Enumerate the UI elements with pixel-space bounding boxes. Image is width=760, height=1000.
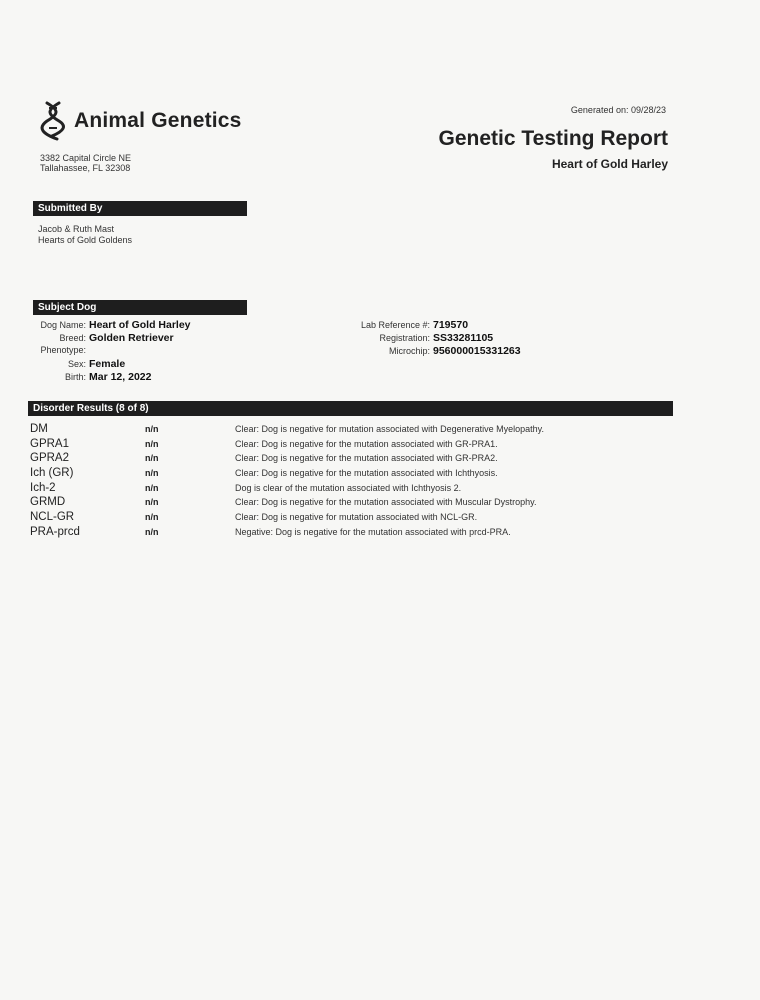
genotype: n/n bbox=[145, 424, 159, 434]
genotype: n/n bbox=[145, 512, 159, 523]
report-dog-name: Heart of Gold Harley bbox=[551, 157, 668, 171]
submitter-kennel: Hearts of Gold Goldens bbox=[38, 235, 133, 245]
subject-dog-fields bbox=[36, 319, 191, 384]
table-row bbox=[30, 482, 544, 497]
result-description: Clear: Dog is negative for mutation associated with NCL-GR. bbox=[235, 512, 478, 523]
field-label: Microchip: bbox=[388, 346, 430, 356]
genotype: n/n bbox=[145, 482, 159, 493]
genotype: n/n bbox=[145, 497, 159, 508]
microchip-row bbox=[330, 345, 521, 358]
field-label: Registration: bbox=[379, 333, 430, 343]
genotype: n/n bbox=[145, 453, 159, 464]
result-description: Clear: Dog is negative for the mutation associated with Ichthyosis. bbox=[235, 468, 498, 479]
table-row bbox=[30, 438, 544, 453]
birth-row bbox=[36, 371, 191, 384]
generated-date: Generated on: 09/28/23 bbox=[570, 105, 666, 115]
field-value: Mar 12, 2022 bbox=[89, 371, 152, 383]
table-row bbox=[30, 423, 544, 438]
field-label: Breed: bbox=[59, 333, 86, 343]
table-row bbox=[30, 452, 544, 467]
subject-dog-heading: Subject Dog bbox=[33, 300, 247, 315]
result-description: Clear: Dog is negative for mutation associated with Degenerative Myelopathy. bbox=[235, 424, 544, 434]
submitted-by-info bbox=[38, 224, 132, 246]
field-label: Lab Reference #: bbox=[360, 320, 430, 330]
disorder-name: Ich-2 bbox=[30, 481, 56, 494]
field-value: 719570 bbox=[433, 319, 469, 331]
dna-helix-icon bbox=[40, 100, 66, 142]
disorder-results-table bbox=[30, 423, 544, 541]
field-label: Sex: bbox=[67, 359, 86, 369]
disorder-name: GRMD bbox=[30, 496, 66, 509]
address-line-1: 3382 Capital Circle NE bbox=[40, 153, 132, 163]
table-row bbox=[30, 467, 544, 482]
phenotype-row bbox=[36, 345, 191, 358]
report-title: Genetic Testing Report bbox=[438, 127, 668, 150]
disorder-results-heading: Disorder Results (8 of 8) bbox=[28, 401, 673, 416]
field-value: Female bbox=[89, 358, 126, 370]
lab-fields bbox=[330, 319, 521, 358]
disorder-name: GPRA2 bbox=[30, 452, 69, 465]
result-description: Negative: Dog is negative for the mutation associated with prcd-PRA. bbox=[235, 526, 511, 537]
address-line-2: Tallahassee, FL 32308 bbox=[40, 163, 131, 173]
field-value: 956000015331263 bbox=[433, 345, 521, 357]
dog-name-row bbox=[36, 319, 191, 332]
table-row bbox=[30, 511, 544, 526]
registration-row bbox=[330, 332, 521, 345]
field-label: Phenotype: bbox=[40, 345, 86, 355]
submitter-name: Jacob & Ruth Mast bbox=[38, 224, 115, 234]
table-row bbox=[30, 496, 544, 511]
lab-reference-row bbox=[330, 319, 521, 332]
submitted-by-heading: Submitted By bbox=[33, 201, 247, 216]
field-value: Heart of Gold Harley bbox=[89, 319, 191, 331]
result-description: Clear: Dog is negative for the mutation associated with GR-PRA1. bbox=[235, 438, 498, 449]
disorder-name: NCL-GR bbox=[30, 511, 75, 524]
disorder-name: PRA-prcd bbox=[30, 525, 80, 538]
genotype: n/n bbox=[145, 526, 159, 537]
breed-row bbox=[36, 332, 191, 345]
genotype: n/n bbox=[145, 468, 159, 479]
company-address bbox=[40, 153, 131, 173]
field-label: Dog Name: bbox=[40, 320, 86, 330]
field-value: SS33281105 bbox=[433, 332, 494, 344]
disorder-name: DM bbox=[30, 423, 48, 435]
sex-row bbox=[36, 358, 191, 371]
field-value: Golden Retriever bbox=[89, 332, 174, 344]
disorder-name: Ich (GR) bbox=[30, 467, 74, 480]
field-label: Birth: bbox=[64, 372, 86, 382]
disorder-name: GPRA1 bbox=[30, 437, 69, 450]
result-description: Dog is clear of the mutation associated with Ichthyosis 2. bbox=[235, 482, 462, 493]
table-row bbox=[30, 526, 544, 541]
result-description: Clear: Dog is negative for the mutation associated with Muscular Dystrophy. bbox=[235, 497, 537, 508]
genotype: n/n bbox=[145, 438, 159, 449]
result-description: Clear: Dog is negative for the mutation associated with GR-PRA2. bbox=[235, 453, 498, 464]
company-name: Animal Genetics bbox=[74, 109, 242, 132]
company-logo bbox=[40, 100, 242, 142]
